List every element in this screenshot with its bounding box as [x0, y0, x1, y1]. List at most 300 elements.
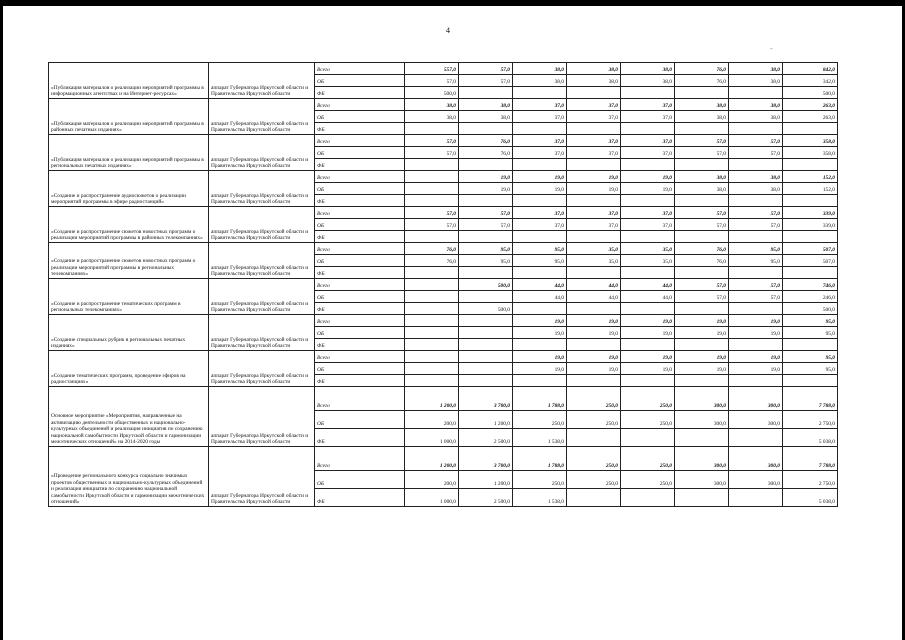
- amount-total-cell: 95,0: [783, 363, 838, 375]
- amount-total-cell: 152,0: [783, 171, 838, 183]
- amount-year-cell: [459, 315, 513, 327]
- amount-year-cell: 38,0: [729, 63, 783, 75]
- amount-year-cell: [675, 267, 729, 279]
- activity-name: «Создание и распространение сюжетов новостных программ о реализации мероприятий программы в региональных телекомпаниях»: [49, 243, 209, 279]
- amount-total-cell: 507,0: [783, 255, 838, 267]
- amount-year-cell: [459, 231, 513, 243]
- amount-year-cell: 57,0: [459, 75, 513, 87]
- amount-year-cell: 1 200,0: [459, 471, 513, 489]
- amount-year-cell: [405, 279, 459, 291]
- amount-year-cell: [675, 123, 729, 135]
- amount-total-cell: [783, 159, 838, 171]
- amount-total-cell: 2 750,0: [783, 411, 838, 429]
- amount-year-cell: 300,0: [675, 411, 729, 429]
- table-row: [49, 171, 838, 183]
- amount-year-cell: 57,0: [675, 219, 729, 231]
- funding-source: Всего: [315, 63, 405, 75]
- amount-year-cell: 1 200,0: [459, 411, 513, 429]
- amount-year-cell: [621, 489, 675, 507]
- amount-year-cell: 250,0: [621, 387, 675, 411]
- amount-year-cell: 1 538,0: [513, 429, 567, 447]
- amount-year-cell: 1 788,0: [513, 387, 567, 411]
- amount-year-cell: 19,0: [729, 327, 783, 339]
- amount-total-cell: 746,0: [783, 279, 838, 291]
- amount-year-cell: 76,0: [675, 243, 729, 255]
- activity-name: «Создание и распространение сюжетов новостных программ о реализации мероприятий программы в районных телекомпаниях»: [49, 207, 209, 243]
- activity-name: «Создание и распространение аудиосюжетов о реализации мероприятий программы в эфире радиостанций»: [49, 171, 209, 207]
- amount-year-cell: 38,0: [675, 99, 729, 111]
- funding-source: ОБ: [315, 75, 405, 87]
- amount-year-cell: 19,0: [567, 363, 621, 375]
- amount-year-cell: [405, 363, 459, 375]
- amount-total-cell: 263,0: [783, 111, 838, 123]
- amount-year-cell: [405, 123, 459, 135]
- amount-year-cell: 19,0: [729, 351, 783, 363]
- amount-year-cell: [459, 123, 513, 135]
- funding-source: ОБ: [315, 183, 405, 195]
- amount-total-cell: 500,0: [783, 87, 838, 99]
- funding-source: ФБ: [315, 375, 405, 387]
- amount-year-cell: 37,0: [567, 111, 621, 123]
- amount-year-cell: [567, 231, 621, 243]
- amount-year-cell: [405, 267, 459, 279]
- activity-name: Основное мероприятие «Мероприятия, направленные на активизацию деятельности общественных и национально-культурных объединений и реализация инициатив по сохранению национальной самобытности Иркутской области и гармонизации межэтнических отношений» на 2014-2020 годы: [49, 387, 209, 447]
- amount-year-cell: 76,0: [675, 63, 729, 75]
- activity-name: «Проведение регионального конкурса социально значимых проектов общественных и национально-культурных объединений и реализация инициатив по сохранению национальной самобытности Иркутской области и гармонизации межэтнических отношений»: [49, 447, 209, 507]
- amount-year-cell: 38,0: [729, 99, 783, 111]
- funding-source: Всего: [315, 99, 405, 111]
- funding-source: ФБ: [315, 123, 405, 135]
- amount-year-cell: 57,0: [675, 135, 729, 147]
- funding-source: ОБ: [315, 411, 405, 429]
- amount-year-cell: 500,0: [405, 87, 459, 99]
- amount-year-cell: 250,0: [567, 411, 621, 429]
- amount-total-cell: [783, 267, 838, 279]
- table-row: [49, 63, 838, 75]
- amount-year-cell: 44,0: [567, 291, 621, 303]
- activity-name: «Публикация материалов о реализации мероприятий программы в районных печатных изданиях»: [49, 99, 209, 135]
- amount-year-cell: 57,0: [459, 207, 513, 219]
- table-row: [49, 135, 838, 147]
- amount-year-cell: 19,0: [513, 327, 567, 339]
- amount-year-cell: 37,0: [567, 207, 621, 219]
- amount-year-cell: 57,0: [729, 291, 783, 303]
- amount-year-cell: 1 788,0: [513, 447, 567, 471]
- amount-year-cell: [567, 123, 621, 135]
- amount-year-cell: [459, 159, 513, 171]
- funding-source: Всего: [315, 135, 405, 147]
- amount-year-cell: 38,0: [621, 63, 675, 75]
- amount-year-cell: 37,0: [621, 147, 675, 159]
- amount-year-cell: [567, 159, 621, 171]
- amount-year-cell: 37,0: [567, 99, 621, 111]
- amount-year-cell: [621, 267, 675, 279]
- amount-year-cell: [405, 159, 459, 171]
- amount-year-cell: [405, 303, 459, 315]
- amount-year-cell: 37,0: [621, 219, 675, 231]
- amount-year-cell: 44,0: [513, 279, 567, 291]
- amount-year-cell: [729, 375, 783, 387]
- amount-year-cell: [729, 159, 783, 171]
- amount-year-cell: 57,0: [729, 207, 783, 219]
- funding-source: Всего: [315, 207, 405, 219]
- amount-year-cell: 38,0: [729, 111, 783, 123]
- amount-year-cell: [675, 339, 729, 351]
- activity-name: «Создание тематических программ, проведение эфиров на радиостанциях»: [49, 351, 209, 387]
- executor-name: аппарат Губернатора Иркутской области и Правительства Иркутской области: [209, 63, 315, 99]
- amount-year-cell: 38,0: [459, 111, 513, 123]
- amount-year-cell: [405, 375, 459, 387]
- amount-year-cell: 19,0: [567, 315, 621, 327]
- funding-source: ФБ: [315, 267, 405, 279]
- amount-year-cell: 19,0: [621, 315, 675, 327]
- amount-year-cell: 300,0: [729, 447, 783, 471]
- funding-source: ОБ: [315, 291, 405, 303]
- amount-year-cell: 37,0: [513, 219, 567, 231]
- funding-source: ФБ: [315, 339, 405, 351]
- funding-source: ФБ: [315, 87, 405, 99]
- amount-total-cell: 263,0: [783, 99, 838, 111]
- amount-year-cell: [513, 375, 567, 387]
- budget-table-body: [49, 63, 838, 507]
- activity-name: «Создание специальных рубрик в региональных печатных изданиях»: [49, 315, 209, 351]
- amount-year-cell: [621, 303, 675, 315]
- amount-total-cell: 95,0: [783, 327, 838, 339]
- amount-year-cell: [567, 375, 621, 387]
- page-number: 4: [446, 26, 450, 35]
- amount-total-cell: 152,0: [783, 183, 838, 195]
- executor-name: аппарат Губернатора Иркутской области и Правительства Иркутской области: [209, 171, 315, 207]
- amount-year-cell: 1 200,0: [405, 447, 459, 471]
- amount-year-cell: 19,0: [675, 315, 729, 327]
- amount-year-cell: 300,0: [675, 471, 729, 489]
- amount-year-cell: [621, 339, 675, 351]
- table-row: [49, 351, 838, 363]
- amount-year-cell: 38,0: [621, 75, 675, 87]
- amount-year-cell: 57,0: [405, 219, 459, 231]
- amount-total-cell: 5 038,0: [783, 429, 838, 447]
- amount-year-cell: 95,0: [459, 255, 513, 267]
- amount-total-cell: 358,0: [783, 135, 838, 147]
- amount-year-cell: 57,0: [459, 63, 513, 75]
- amount-total-cell: 95,0: [783, 315, 838, 327]
- amount-year-cell: 1 000,0: [405, 489, 459, 507]
- amount-year-cell: [675, 159, 729, 171]
- funding-source: ФБ: [315, 489, 405, 507]
- amount-year-cell: [567, 267, 621, 279]
- amount-year-cell: [621, 195, 675, 207]
- amount-year-cell: 57,0: [405, 207, 459, 219]
- amount-year-cell: 37,0: [567, 135, 621, 147]
- amount-year-cell: [567, 489, 621, 507]
- funding-source: ОБ: [315, 219, 405, 231]
- amount-year-cell: 19,0: [675, 327, 729, 339]
- funding-source: ФБ: [315, 303, 405, 315]
- funding-source: ОБ: [315, 147, 405, 159]
- executor-name: аппарат Губернатора Иркутской области и Правительства Иркутской области: [209, 279, 315, 315]
- budget-table: [48, 62, 838, 507]
- amount-year-cell: [513, 267, 567, 279]
- amount-year-cell: [621, 87, 675, 99]
- funding-source: ФБ: [315, 195, 405, 207]
- amount-year-cell: 44,0: [621, 279, 675, 291]
- amount-year-cell: [729, 87, 783, 99]
- executor-name: аппарат Губернатора Иркутской области и Правительства Иркутской области: [209, 387, 315, 447]
- amount-year-cell: [621, 429, 675, 447]
- amount-year-cell: [567, 87, 621, 99]
- amount-year-cell: [567, 195, 621, 207]
- amount-year-cell: 19,0: [621, 363, 675, 375]
- amount-year-cell: 500,0: [459, 279, 513, 291]
- amount-year-cell: [459, 363, 513, 375]
- amount-year-cell: 250,0: [513, 471, 567, 489]
- funding-source: Всего: [315, 447, 405, 471]
- amount-year-cell: 38,0: [567, 63, 621, 75]
- amount-year-cell: [459, 339, 513, 351]
- funding-source: Всего: [315, 243, 405, 255]
- amount-year-cell: 250,0: [621, 411, 675, 429]
- amount-year-cell: 57,0: [729, 147, 783, 159]
- funding-source: ОБ: [315, 255, 405, 267]
- amount-year-cell: [567, 429, 621, 447]
- amount-year-cell: [675, 303, 729, 315]
- amount-year-cell: [729, 489, 783, 507]
- amount-year-cell: [405, 183, 459, 195]
- amount-year-cell: 37,0: [621, 135, 675, 147]
- amount-year-cell: 38,0: [405, 99, 459, 111]
- amount-year-cell: 95,0: [459, 243, 513, 255]
- activity-name: «Создание и распространение тематических программ в региональных телекомпаниях»: [49, 279, 209, 315]
- amount-total-cell: 339,0: [783, 219, 838, 231]
- amount-year-cell: [459, 87, 513, 99]
- amount-year-cell: 1 000,0: [405, 429, 459, 447]
- amount-year-cell: [675, 87, 729, 99]
- amount-year-cell: 300,0: [729, 471, 783, 489]
- amount-year-cell: 57,0: [729, 219, 783, 231]
- amount-year-cell: [513, 231, 567, 243]
- amount-year-cell: 250,0: [621, 447, 675, 471]
- funding-source: Всего: [315, 171, 405, 183]
- amount-total-cell: [783, 339, 838, 351]
- amount-total-cell: 95,0: [783, 351, 838, 363]
- amount-year-cell: 19,0: [675, 351, 729, 363]
- amount-year-cell: 19,0: [729, 315, 783, 327]
- amount-year-cell: 1 200,0: [405, 387, 459, 411]
- executor-name: аппарат Губернатора Иркутской области и Правительства Иркутской области: [209, 99, 315, 135]
- amount-year-cell: 19,0: [513, 363, 567, 375]
- amount-year-cell: [729, 267, 783, 279]
- amount-year-cell: 37,0: [621, 207, 675, 219]
- funding-source: Всего: [315, 351, 405, 363]
- amount-year-cell: [675, 195, 729, 207]
- amount-year-cell: 38,0: [567, 75, 621, 87]
- amount-year-cell: 300,0: [729, 411, 783, 429]
- amount-year-cell: 37,0: [621, 99, 675, 111]
- amount-year-cell: [621, 159, 675, 171]
- amount-year-cell: 95,0: [513, 255, 567, 267]
- amount-year-cell: 44,0: [513, 291, 567, 303]
- table-row: [49, 387, 838, 411]
- funding-source: ОБ: [315, 363, 405, 375]
- amount-year-cell: 38,0: [459, 99, 513, 111]
- amount-year-cell: 300,0: [675, 387, 729, 411]
- amount-year-cell: [513, 303, 567, 315]
- amount-year-cell: 37,0: [513, 99, 567, 111]
- amount-year-cell: 19,0: [513, 351, 567, 363]
- amount-year-cell: [567, 339, 621, 351]
- amount-year-cell: [513, 195, 567, 207]
- amount-year-cell: [729, 195, 783, 207]
- amount-year-cell: [675, 429, 729, 447]
- table-row: [49, 279, 838, 291]
- amount-year-cell: 76,0: [405, 255, 459, 267]
- amount-total-cell: 507,0: [783, 243, 838, 255]
- funding-source: ОБ: [315, 327, 405, 339]
- funding-source: Всего: [315, 279, 405, 291]
- amount-year-cell: [459, 375, 513, 387]
- funding-source: ОБ: [315, 471, 405, 489]
- amount-year-cell: 57,0: [459, 219, 513, 231]
- executor-name: аппарат Губернатора Иркутской области и Правительства Иркутской области: [209, 351, 315, 387]
- executor-name: аппарат Губернатора Иркутской области и Правительства Иркутской области: [209, 315, 315, 351]
- table-row: [49, 99, 838, 111]
- amount-year-cell: [405, 195, 459, 207]
- amount-total-cell: [783, 123, 838, 135]
- amount-year-cell: 19,0: [729, 363, 783, 375]
- scan-border-left: [0, 0, 3, 640]
- amount-year-cell: 38,0: [513, 75, 567, 87]
- amount-year-cell: 19,0: [567, 351, 621, 363]
- amount-year-cell: [405, 339, 459, 351]
- amount-year-cell: [459, 195, 513, 207]
- table-row: [49, 315, 838, 327]
- table-row: [49, 243, 838, 255]
- amount-year-cell: 38,0: [513, 63, 567, 75]
- amount-year-cell: 19,0: [621, 327, 675, 339]
- amount-year-cell: 38,0: [729, 171, 783, 183]
- amount-year-cell: [513, 87, 567, 99]
- executor-name: аппарат Губернатора Иркутской области и Правительства Иркутской области: [209, 447, 315, 507]
- amount-year-cell: 37,0: [621, 111, 675, 123]
- amount-year-cell: 76,0: [405, 243, 459, 255]
- amount-year-cell: 38,0: [675, 183, 729, 195]
- amount-year-cell: 57,0: [405, 135, 459, 147]
- amount-year-cell: 57,0: [405, 147, 459, 159]
- amount-year-cell: 76,0: [675, 75, 729, 87]
- amount-year-cell: 95,0: [513, 243, 567, 255]
- amount-year-cell: [459, 327, 513, 339]
- amount-year-cell: 250,0: [513, 411, 567, 429]
- amount-year-cell: 76,0: [459, 135, 513, 147]
- amount-total-cell: 246,0: [783, 291, 838, 303]
- scan-border-top: [0, 0, 905, 6]
- amount-year-cell: 44,0: [621, 291, 675, 303]
- amount-year-cell: 57,0: [729, 279, 783, 291]
- amount-year-cell: [405, 171, 459, 183]
- amount-year-cell: 19,0: [459, 171, 513, 183]
- amount-year-cell: 19,0: [621, 351, 675, 363]
- amount-year-cell: 57,0: [675, 147, 729, 159]
- amount-total-cell: 342,0: [783, 75, 838, 87]
- amount-year-cell: [675, 375, 729, 387]
- amount-year-cell: [513, 159, 567, 171]
- amount-year-cell: 19,0: [513, 171, 567, 183]
- amount-year-cell: [405, 327, 459, 339]
- funding-source: ФБ: [315, 429, 405, 447]
- amount-year-cell: [729, 123, 783, 135]
- amount-year-cell: 200,0: [405, 411, 459, 429]
- amount-year-cell: [729, 231, 783, 243]
- funding-source: Всего: [315, 315, 405, 327]
- amount-year-cell: 37,0: [567, 219, 621, 231]
- amount-year-cell: 37,0: [513, 147, 567, 159]
- amount-year-cell: [405, 291, 459, 303]
- executor-name: аппарат Губернатора Иркутской области и Правительства Иркутской области: [209, 135, 315, 171]
- amount-year-cell: [675, 489, 729, 507]
- funding-source: ФБ: [315, 159, 405, 171]
- funding-source: Всего: [315, 387, 405, 411]
- amount-year-cell: 19,0: [567, 183, 621, 195]
- amount-year-cell: [513, 123, 567, 135]
- amount-year-cell: [675, 231, 729, 243]
- amount-year-cell: [567, 303, 621, 315]
- amount-year-cell: 57,0: [405, 75, 459, 87]
- amount-year-cell: 35,0: [567, 255, 621, 267]
- amount-year-cell: 95,0: [729, 255, 783, 267]
- amount-year-cell: [729, 339, 783, 351]
- amount-total-cell: [783, 231, 838, 243]
- amount-year-cell: [459, 267, 513, 279]
- amount-year-cell: 76,0: [675, 255, 729, 267]
- amount-year-cell: 35,0: [621, 255, 675, 267]
- amount-year-cell: 200,0: [405, 471, 459, 489]
- amount-year-cell: 37,0: [513, 207, 567, 219]
- amount-year-cell: [459, 291, 513, 303]
- amount-year-cell: 19,0: [513, 183, 567, 195]
- amount-total-cell: 7 788,0: [783, 447, 838, 471]
- amount-year-cell: 57,0: [729, 135, 783, 147]
- amount-year-cell: 35,0: [621, 243, 675, 255]
- amount-year-cell: 37,0: [513, 111, 567, 123]
- amount-year-cell: 38,0: [675, 111, 729, 123]
- table-row: [49, 207, 838, 219]
- amount-year-cell: 19,0: [621, 171, 675, 183]
- amount-total-cell: 500,0: [783, 303, 838, 315]
- amount-year-cell: 37,0: [567, 147, 621, 159]
- amount-year-cell: 57,0: [675, 291, 729, 303]
- amount-year-cell: 250,0: [567, 471, 621, 489]
- amount-total-cell: 339,0: [783, 207, 838, 219]
- amount-total-cell: 842,0: [783, 63, 838, 75]
- amount-year-cell: 95,0: [729, 243, 783, 255]
- funding-source: ОБ: [315, 111, 405, 123]
- amount-year-cell: [513, 339, 567, 351]
- amount-year-cell: 3 700,0: [459, 447, 513, 471]
- amount-total-cell: 5 038,0: [783, 489, 838, 507]
- amount-year-cell: [729, 303, 783, 315]
- amount-year-cell: [729, 429, 783, 447]
- amount-year-cell: 44,0: [567, 279, 621, 291]
- amount-total-cell: 358,0: [783, 147, 838, 159]
- amount-year-cell: 1 538,0: [513, 489, 567, 507]
- amount-year-cell: 250,0: [567, 447, 621, 471]
- amount-total-cell: [783, 375, 838, 387]
- amount-year-cell: [405, 231, 459, 243]
- amount-year-cell: 250,0: [567, 387, 621, 411]
- amount-total-cell: [783, 195, 838, 207]
- activity-name: «Публикация материалов о реализации мероприятий программы в информационных агентствах и на Интернет-ресурсах»: [49, 63, 209, 99]
- amount-year-cell: 2 500,0: [459, 429, 513, 447]
